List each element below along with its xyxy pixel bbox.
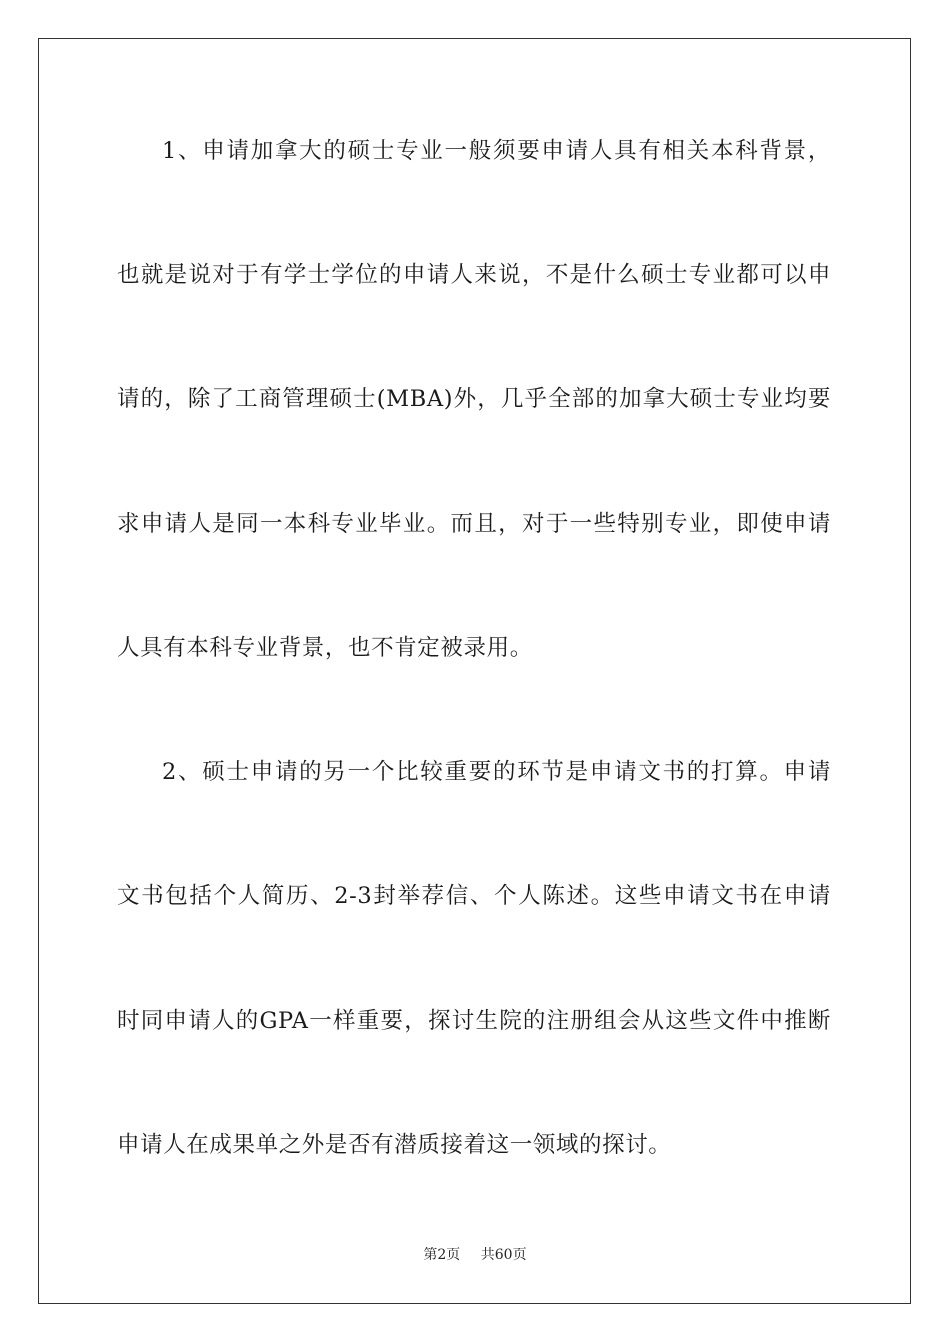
paragraph-1-line-4: 求申请人是同一本科专业毕业。而且，对于一些特别专业，即使申请	[117, 511, 831, 537]
paragraph-1-line-3: 请的，除了工商管理硕士(MBA)外，几乎全部的加拿大硕士专业均要	[117, 386, 831, 412]
total-pages: 共60页	[480, 1247, 527, 1263]
paragraph-2-line-2: 文书包括个人简历、2-3封举荐信、个人陈述。这些申请文书在申请	[117, 883, 831, 909]
page-footer	[0, 1246, 950, 1264]
paragraph-1-line-5: 人具有本科专业背景，也不肯定被录用。	[117, 635, 533, 661]
page-border	[38, 38, 911, 1304]
page-number: 第2页	[423, 1247, 461, 1263]
paragraph-2-line-4: 申请人在成果单之外是否有潜质接着这一领域的探讨。	[117, 1132, 672, 1158]
paragraph-1-line-2: 也就是说对于有学士学位的申请人来说，不是什么硕士专业都可以申	[117, 262, 831, 288]
paragraph-2-line-1: 2、硕士申请的另一个比较重要的环节是申请文书的打算。申请	[162, 759, 831, 785]
paragraph-2-line-3: 时同申请人的GPA一样重要，探讨生院的注册组会从这些文件中推断	[117, 1008, 831, 1034]
paragraph-1-line-1: 1、申请加拿大的硕士专业一般须要申请人具有相关本科背景，	[162, 138, 831, 164]
